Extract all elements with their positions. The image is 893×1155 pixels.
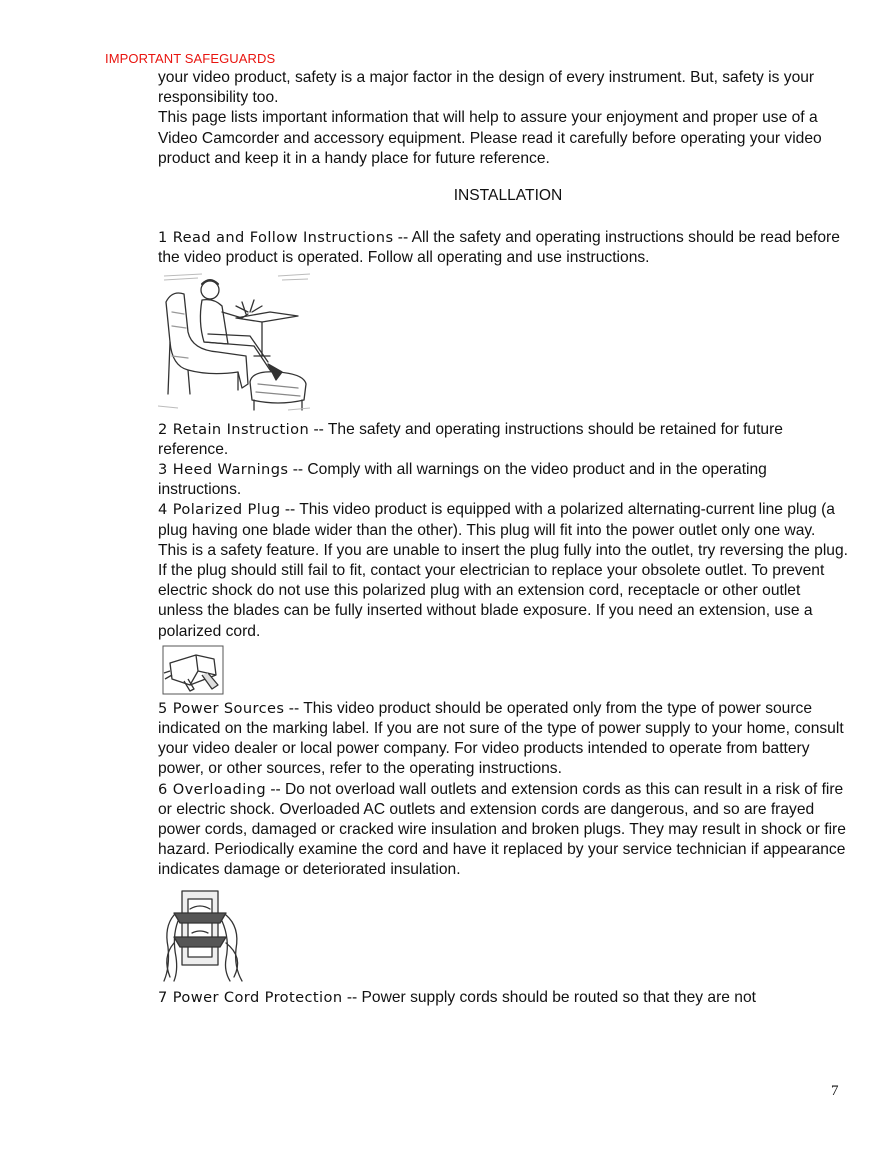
item-text: -- This video product is equipped with a polarized alternating-current line plug (a plug having one blade wider than the other). This plug will fit into the power outlet only one way. This is a safety feature. If you are unable to insert the plug fully into the outlet, try reversing the plug. If the plug should still fail to fit, contact your electrician to replace your obsolete outlet. To prevent electric shock do not use this polarized plug with an extension cord, receptacle or other outlet unless the blades can be fully inserted without blade exposure. If you need an extension, use a polarized cord. xyxy=(158,501,848,640)
safeguard-item-6 xyxy=(158,780,848,881)
section-title: INSTALLATION xyxy=(453,187,563,205)
item-text: -- Do not overload wall outlets and extension cords as this can result in a risk of fire or electric shock. Overloaded AC outlets and extension cords are dangerous, and so are frayed power cords, damaged or cracked wire insulation and broken plugs. They may result in shock or fire hazard. Periodically examine the cord and have it replaced by your service technician if appearance indicates damage or deteriorated insulation. xyxy=(158,780,846,879)
item-text: -- All the safety and operating instructions should be read before the video product is operated. Follow all operating and use instructions. xyxy=(158,229,840,267)
item-heading: 6 Overloading xyxy=(158,780,266,798)
safeguard-item-3 xyxy=(158,460,848,500)
polarized-plug-illustration xyxy=(162,645,224,695)
intro-paragraph: your video product, safety is a major factor in the design of every instrument. But, safety is your responsibility too. xyxy=(158,69,815,107)
item-heading: 7 Power Cord Protection xyxy=(158,988,343,1006)
safeguard-item-5 xyxy=(158,699,848,780)
reading-man-illustration xyxy=(158,272,313,414)
section-header: IMPORTANT SAFEGUARDS xyxy=(105,51,276,66)
item-text: -- The safety and operating instructions should be retained for future reference. xyxy=(158,420,783,458)
intro-paragraph: This page lists important information that will help to assure your enjoyment and proper use of a Video Camcorder and accessory equipment. Please read it carefully before operating your video product and keep it in a handy place for future reference. xyxy=(158,109,822,167)
page-number: 7 xyxy=(831,1083,839,1099)
safeguard-item-7 xyxy=(158,988,848,1008)
item-text: -- Power supply cords should be routed so that they are not xyxy=(342,988,756,1006)
item-heading: 5 Power Sources xyxy=(158,699,285,717)
safeguard-item-4 xyxy=(158,500,848,641)
item-heading: 1 Read and Follow Instructions xyxy=(158,229,394,247)
page-content xyxy=(158,68,848,1008)
item-text: -- Comply with all warnings on the video product and in the operating instructions. xyxy=(158,461,767,499)
item-heading: 4 Polarized Plug xyxy=(158,501,281,519)
item-text: -- This video product should be operated only from the type of power source indicated on the marking label. If you are not sure of the type of power supply to your home, consult your video dealer or local power company. For video products intended to operate from battery power, or other sources, refer to the operating instructions. xyxy=(158,699,844,778)
safeguard-item-1 xyxy=(158,228,848,268)
item-heading: 3 Heed Warnings xyxy=(158,461,289,479)
overloaded-outlet-illustration xyxy=(160,887,250,982)
safeguard-item-2 xyxy=(158,420,848,460)
item-heading: 2 Retain Instruction xyxy=(158,420,310,438)
